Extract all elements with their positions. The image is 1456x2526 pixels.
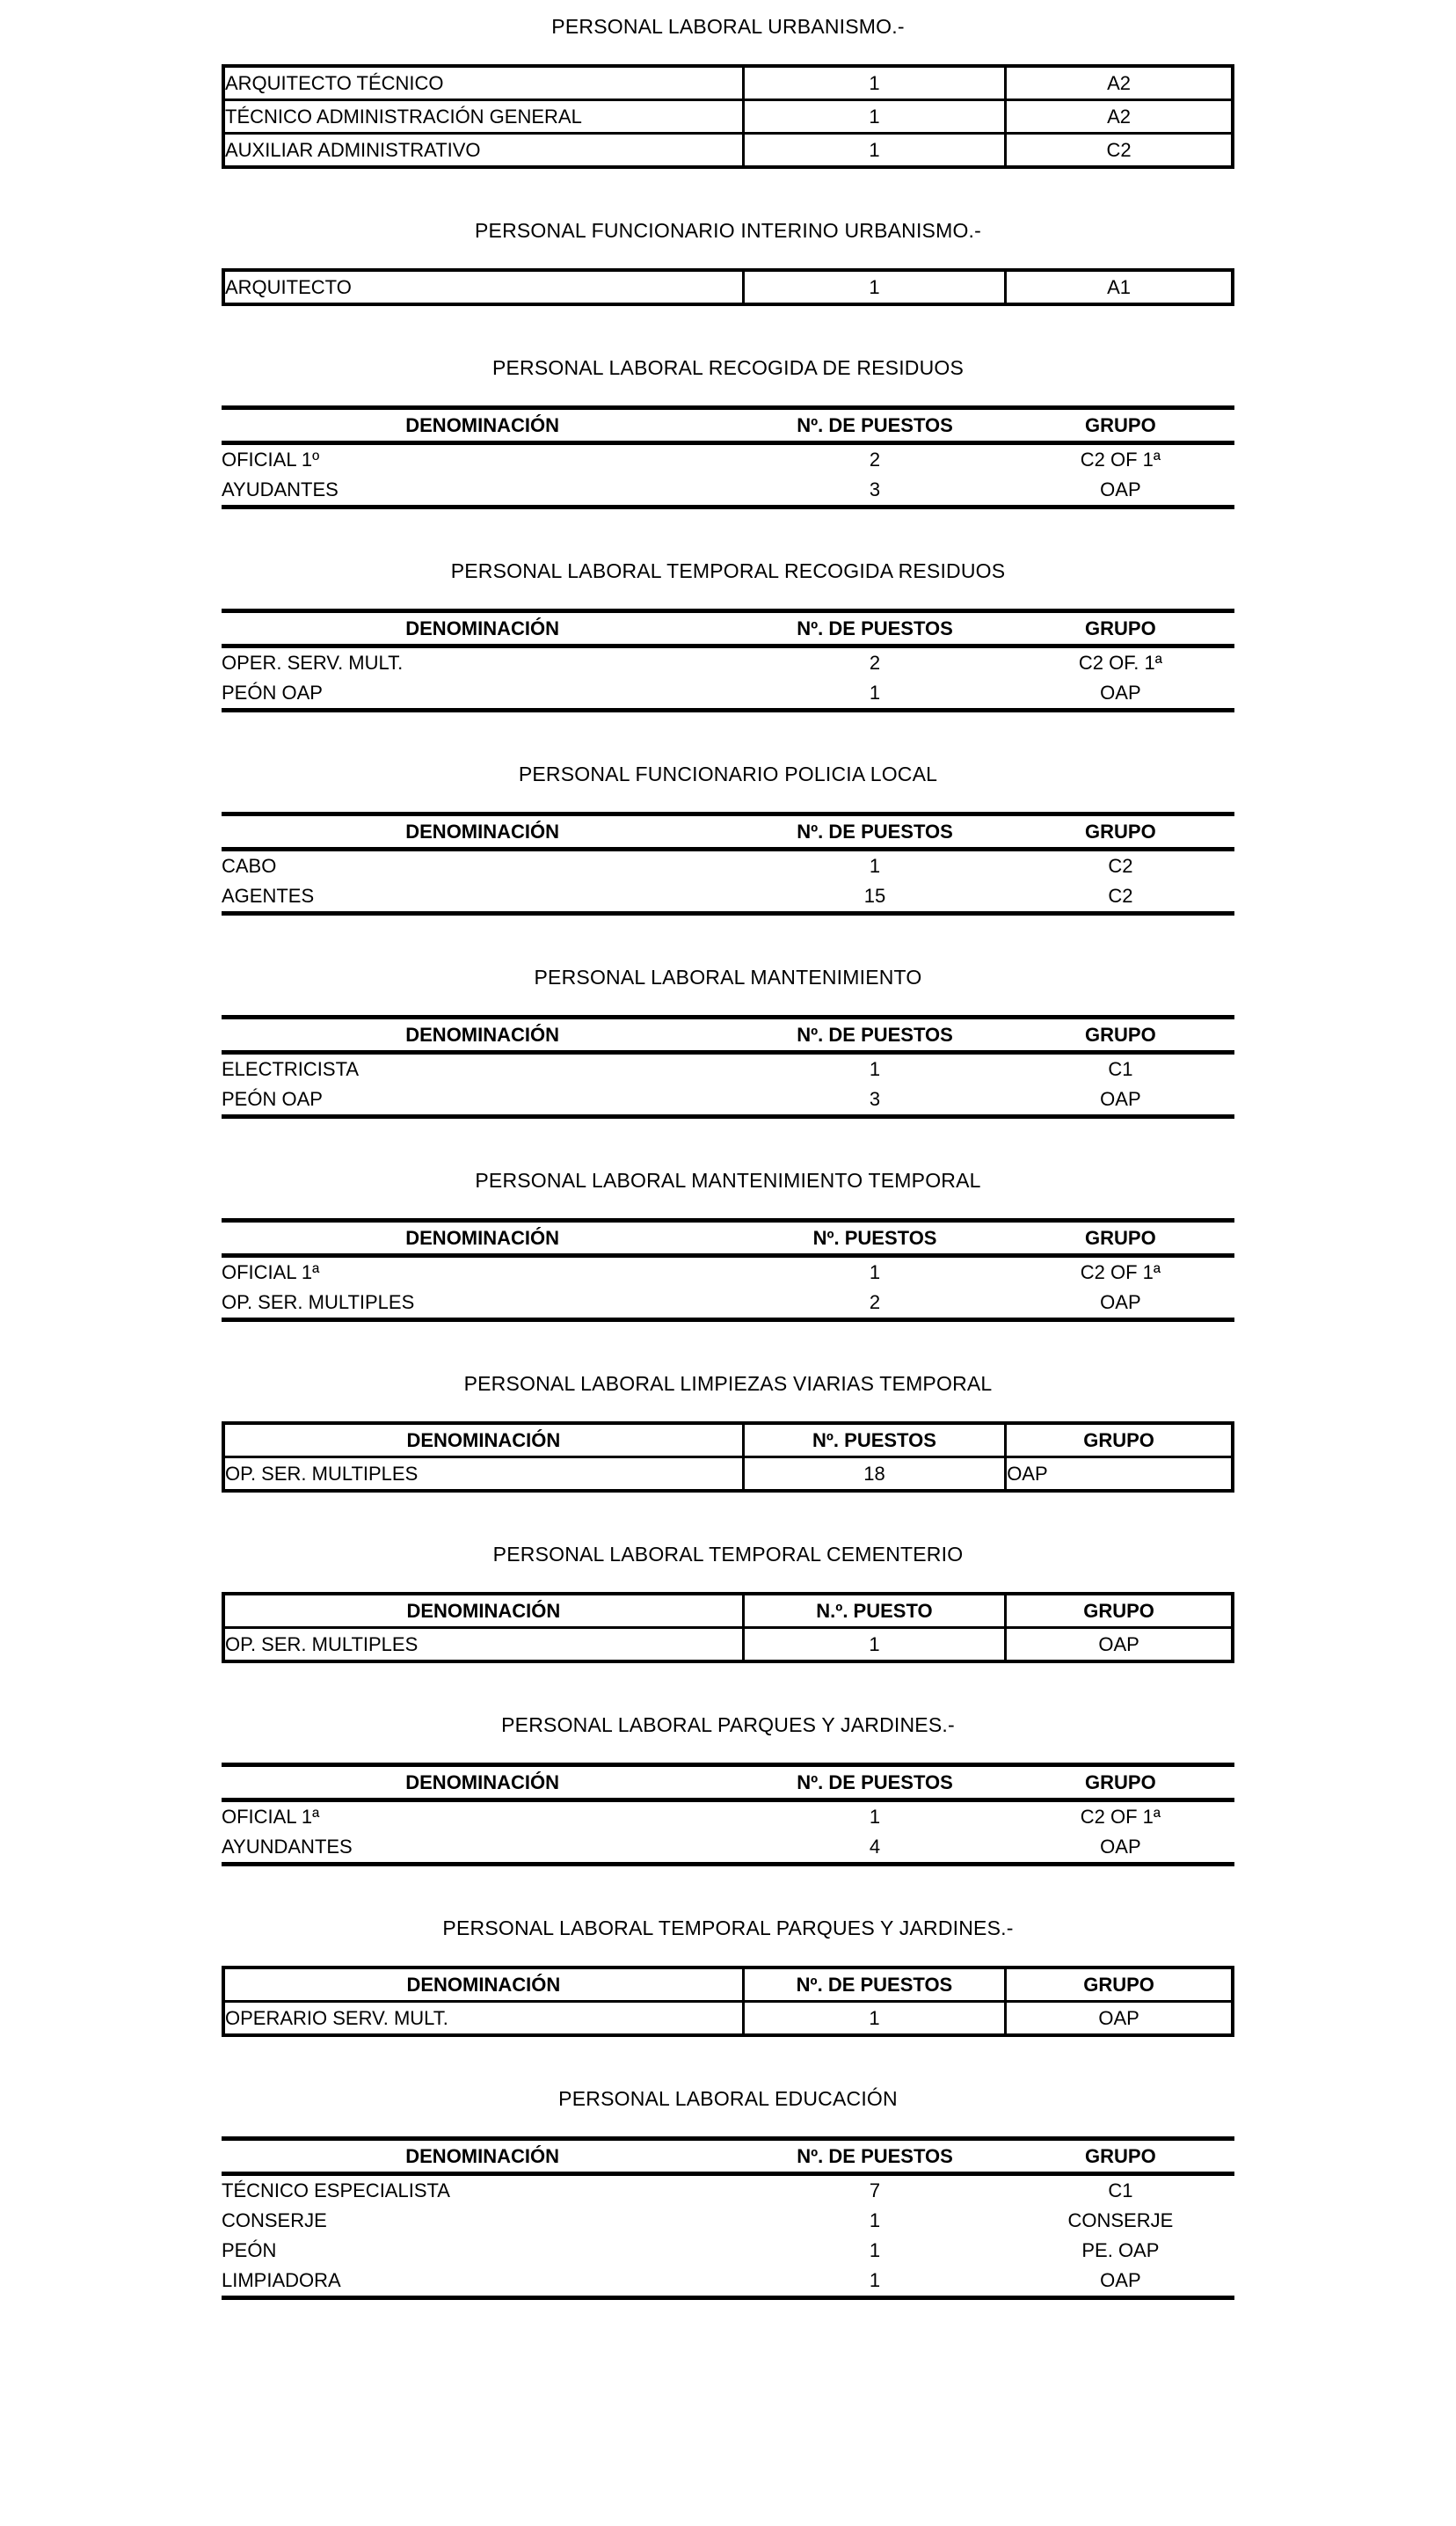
column-header-grupo: GRUPO (1006, 1423, 1233, 1457)
table-header-row (223, 1968, 1233, 2002)
personnel-table (222, 64, 1234, 169)
section-title: PERSONAL LABORAL MANTENIMIENTO TEMPORAL (475, 1169, 981, 1192)
cell-grupo: PE. OAP (1081, 2239, 1160, 2261)
cell-denominacion: CONSERJE (222, 2209, 327, 2231)
cell-denominacion: OP. SER. MULTIPLES (223, 1628, 743, 1662)
table-row (222, 678, 1234, 711)
cell-puestos: 1 (869, 2239, 881, 2261)
column-header-puestos: Nº. DE PUESTOS (743, 1765, 1007, 1800)
table-row (222, 1800, 1234, 1833)
cell-grupo: OAP (1007, 475, 1234, 507)
cell-puestos: 1 (743, 678, 1007, 711)
cell-denominacion: TÉCNICO ADMINISTRACIÓN GENERAL (223, 100, 743, 134)
column-header-denominacion: DENOMINACIÓN (223, 1968, 743, 2002)
cell-puestos: 7 (869, 2179, 881, 2201)
cell-grupo: OAP (1007, 1288, 1234, 1320)
section-funcionario-interino-urbanismo (0, 220, 1456, 306)
column-header-denominacion: DENOMINACIÓN (222, 1765, 743, 1800)
section-title: PERSONAL LABORAL LIMPIEZAS VIARIAS TEMPORAL (463, 1372, 993, 1395)
column-header-puestos: Nº. PUESTOS (743, 1221, 1007, 1256)
personnel-table (222, 2136, 1234, 2300)
section-mantenimiento (0, 967, 1456, 1119)
cell-puestos: 1 (869, 1261, 881, 1283)
column-header-grupo: GRUPO (1007, 2139, 1234, 2174)
cell-puestos: 1 (869, 1058, 881, 1080)
section-parques-jardines (0, 1714, 1456, 1866)
cell-grupo: C2 (1108, 855, 1133, 877)
section-policia-local (0, 763, 1456, 916)
column-header-puestos: Nº. PUESTOS (743, 1423, 1005, 1457)
cell-denominacion: OPERARIO SERV. MULT. (223, 2002, 743, 2036)
table-row (223, 100, 1233, 134)
cell-grupo: A1 (1006, 270, 1233, 304)
column-header-grupo: GRUPO (1007, 1018, 1234, 1053)
cell-denominacion: OFICIAL 1ª (222, 1806, 320, 1828)
column-header-grupo: GRUPO (1007, 408, 1234, 443)
cell-denominacion: TÉCNICO ESPECIALISTA (222, 2179, 450, 2201)
column-header-grupo: GRUPO (1006, 1968, 1233, 2002)
section-temporal-recogida-residuos (0, 560, 1456, 712)
cell-grupo: OAP (1007, 678, 1234, 711)
table-row (222, 2174, 1234, 2207)
table-row (222, 1288, 1234, 1320)
column-header-grupo: GRUPO (1006, 1594, 1233, 1628)
table-row (222, 850, 1234, 882)
column-header-puestos: Nº. DE PUESTOS (743, 1018, 1007, 1053)
column-header-puestos: Nº. DE PUESTOS (743, 408, 1007, 443)
section-title: PERSONAL LABORAL PARQUES Y JARDINES.- (501, 1713, 955, 1736)
column-header-denominacion: DENOMINACIÓN (222, 2139, 743, 2174)
table-header-row (222, 1765, 1234, 1800)
column-header-grupo: GRUPO (1007, 611, 1234, 646)
cell-grupo: C2 OF. 1ª (1078, 652, 1162, 674)
personnel-table (222, 609, 1234, 712)
table-row (222, 1832, 1234, 1865)
table-header-row (223, 1594, 1233, 1628)
cell-denominacion: ARQUITECTO (223, 270, 743, 304)
section-title: PERSONAL LABORAL TEMPORAL CEMENTERIO (492, 1543, 964, 1566)
cell-puestos: 1 (743, 2002, 1005, 2036)
cell-puestos: 15 (743, 881, 1007, 914)
table-header-row (222, 1221, 1234, 1256)
section-educacion (0, 2088, 1456, 2300)
column-header-denominacion: DENOMINACIÓN (223, 1423, 743, 1457)
column-header-grupo: GRUPO (1007, 1765, 1234, 1800)
cell-puestos: 1 (743, 100, 1005, 134)
cell-grupo: C2 OF 1ª (1080, 449, 1161, 471)
column-header-puestos: Nº. DE PUESTOS (743, 814, 1007, 850)
personnel-table (222, 1218, 1234, 1322)
section-title: PERSONAL LABORAL URBANISMO.- (551, 15, 905, 38)
column-header-puestos: Nº. DE PUESTOS (743, 611, 1007, 646)
column-header-denominacion: DENOMINACIÓN (222, 1221, 743, 1256)
table-row (223, 1628, 1233, 1662)
table-row (222, 1084, 1234, 1117)
cell-grupo: CONSERJE (1067, 2209, 1174, 2231)
column-header-grupo: GRUPO (1007, 1221, 1234, 1256)
cell-puestos: 1 (743, 134, 1005, 168)
table-header-row (222, 611, 1234, 646)
table-row (223, 66, 1233, 100)
table-row (222, 1256, 1234, 1289)
table-row (222, 1053, 1234, 1085)
section-title: PERSONAL LABORAL TEMPORAL RECOGIDA RESIDUOS (450, 559, 1006, 582)
personnel-table (222, 1763, 1234, 1866)
cell-grupo: OAP (1006, 1457, 1233, 1492)
cell-denominacion: ELECTRICISTA (222, 1058, 360, 1080)
personnel-table (222, 268, 1234, 306)
section-mantenimiento-temporal (0, 1170, 1456, 1322)
table-header-row (222, 1018, 1234, 1053)
section-temporal-cementerio (0, 1544, 1456, 1663)
cell-denominacion: AYUDANTES (222, 475, 743, 507)
cell-puestos: 18 (743, 1457, 1005, 1492)
cell-puestos: 1 (743, 66, 1005, 100)
cell-denominacion: AUXILIAR ADMINISTRATIVO (223, 134, 743, 168)
section-limpiezas-viarias-temporal (0, 1373, 1456, 1493)
cell-puestos: 2 (869, 652, 881, 674)
cell-puestos: 2 (743, 1288, 1007, 1320)
cell-denominacion: LIMPIADORA (222, 2266, 743, 2298)
cell-denominacion: PEÓN OAP (222, 678, 743, 711)
cell-denominacion: OP. SER. MULTIPLES (223, 1457, 743, 1492)
section-recogida-residuos (0, 357, 1456, 509)
table-row (222, 443, 1234, 476)
cell-grupo: C2 (1007, 881, 1234, 914)
cell-grupo: A2 (1006, 100, 1233, 134)
table-header-row (222, 814, 1234, 850)
section-title: PERSONAL LABORAL TEMPORAL PARQUES Y JARDINES.- (442, 1916, 1014, 1939)
cell-puestos: 2 (869, 449, 881, 471)
column-header-puestos: Nº. DE PUESTOS (743, 2139, 1007, 2174)
column-header-puestos: Nº. DE PUESTOS (743, 1968, 1005, 2002)
column-header-grupo: GRUPO (1007, 814, 1234, 850)
cell-grupo: C2 OF 1ª (1080, 1261, 1161, 1283)
table-row (222, 2236, 1234, 2266)
section-title: PERSONAL LABORAL RECOGIDA DE RESIDUOS (491, 356, 965, 379)
cell-puestos: 4 (743, 1832, 1007, 1865)
cell-denominacion: OFICIAL 1ª (222, 1261, 320, 1283)
section-title: PERSONAL FUNCIONARIO POLICIA LOCAL (518, 763, 938, 785)
cell-denominacion: AYUNDANTES (222, 1832, 743, 1865)
cell-denominacion: PEÓN OAP (222, 1084, 743, 1117)
cell-grupo: OAP (1007, 1832, 1234, 1865)
table-row (222, 2266, 1234, 2298)
cell-grupo: C1 (1108, 1058, 1133, 1080)
section-urbanismo (0, 16, 1456, 169)
cell-puestos: 1 (869, 855, 881, 877)
personnel-table (222, 405, 1234, 509)
cell-puestos: 3 (743, 475, 1007, 507)
cell-puestos: 1 (743, 2266, 1007, 2298)
cell-denominacion: OP. SER. MULTIPLES (222, 1288, 743, 1320)
column-header-puestos: N.º. PUESTO (743, 1594, 1005, 1628)
cell-grupo: C1 (1108, 2179, 1133, 2201)
table-header-row (223, 1423, 1233, 1457)
cell-puestos: 1 (869, 1806, 881, 1828)
section-temporal-parques-jardines (0, 1917, 1456, 2037)
cell-grupo: OAP (1007, 2266, 1234, 2298)
table-row (223, 1457, 1233, 1492)
section-title: PERSONAL FUNCIONARIO INTERINO URBANISMO.- (474, 219, 981, 242)
personnel-table (222, 1015, 1234, 1119)
column-header-denominacion: DENOMINACIÓN (222, 1018, 743, 1053)
section-title: PERSONAL LABORAL EDUCACIÓN (558, 2087, 898, 2110)
column-header-denominacion: DENOMINACIÓN (222, 408, 743, 443)
table-row (222, 646, 1234, 679)
table-row (223, 270, 1233, 304)
personnel-table (222, 1966, 1234, 2037)
cell-denominacion: AGENTES (222, 881, 743, 914)
cell-denominacion: PEÓN (222, 2239, 277, 2261)
cell-puestos: 3 (743, 1084, 1007, 1117)
table-row (222, 881, 1234, 914)
cell-grupo: C2 (1006, 134, 1233, 168)
cell-grupo: OAP (1006, 1628, 1233, 1662)
cell-denominacion: ARQUITECTO TÉCNICO (223, 66, 743, 100)
column-header-denominacion: DENOMINACIÓN (222, 814, 743, 850)
cell-grupo: OAP (1007, 1084, 1234, 1117)
section-title: PERSONAL LABORAL MANTENIMIENTO (534, 966, 922, 989)
cell-denominacion: CABO (222, 855, 277, 877)
table-row (222, 2206, 1234, 2236)
table-row (222, 475, 1234, 507)
table-row (223, 134, 1233, 168)
column-header-denominacion: DENOMINACIÓN (223, 1594, 743, 1628)
table-header-row (222, 2139, 1234, 2174)
table-header-row (222, 408, 1234, 443)
cell-grupo: OAP (1006, 2002, 1233, 2036)
column-header-denominacion: DENOMINACIÓN (222, 611, 743, 646)
cell-puestos: 1 (743, 1628, 1005, 1662)
cell-grupo: C2 OF 1ª (1080, 1806, 1161, 1828)
cell-grupo: A2 (1006, 66, 1233, 100)
cell-denominacion: OFICIAL 1º (222, 449, 320, 471)
cell-puestos: 1 (869, 2209, 881, 2231)
cell-puestos: 1 (743, 270, 1005, 304)
personnel-table (222, 812, 1234, 916)
personnel-table (222, 1421, 1234, 1493)
personnel-table (222, 1592, 1234, 1663)
cell-denominacion: OPER. SERV. MULT. (222, 652, 404, 674)
table-row (223, 2002, 1233, 2036)
